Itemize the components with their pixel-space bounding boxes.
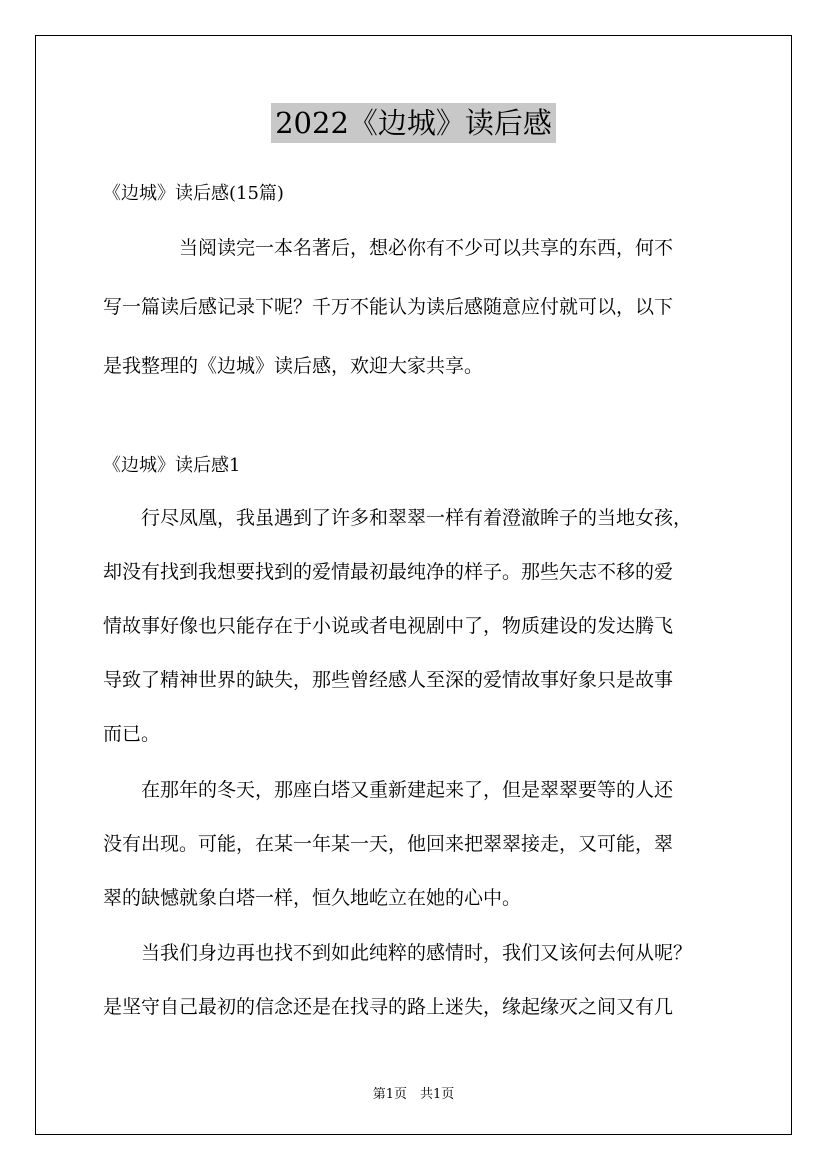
intro-line: 是我整理的《边城》读后感，欢迎大家共享。 (103, 355, 484, 377)
paragraph-line: 却没有找到我想要找到的爱情最初最纯净的样子。那些矢志不移的爱 (103, 561, 674, 583)
intro-paragraph (103, 233, 728, 410)
paragraph-line: 而已。 (103, 723, 161, 745)
intro-line: 当阅读完一本名著后，想必你有不少可以共享的东西，何不 (103, 237, 674, 259)
paragraph-line: 情故事好像也只能存在于小说或者电视剧中了，物质建设的发达腾飞 (103, 615, 674, 637)
intro-line: 写一篇读后感记录下呢？千万不能认为读后感随意应付就可以，以下 (103, 296, 674, 318)
title-container (0, 103, 827, 143)
paragraph-line: 在那年的冬天，那座白塔又重新建起来了，但是翠翠要等的人还 (103, 779, 674, 801)
paragraph-1 (103, 503, 728, 773)
section-heading: 《边城》读后感1 (103, 455, 241, 476)
paragraph-3 (103, 938, 728, 1046)
paragraph-line: 翠的缺憾就象白塔一样，恒久地屹立在她的心中。 (103, 887, 522, 909)
document-subtitle: 《边城》读后感(15篇) (103, 183, 284, 204)
paragraph-2 (103, 775, 728, 937)
paragraph-line: 导致了精神世界的缺失，那些曾经感人至深的爱情故事好象只是故事 (103, 669, 674, 691)
paragraph-line: 没有出现。可能，在某一年某一天，他回来把翠翠接走，又可能，翠 (103, 833, 674, 855)
paragraph-line: 当我们身边再也找不到如此纯粹的感情时，我们又该何去何从呢？ (103, 942, 693, 964)
paragraph-line: 是坚守自己最初的信念还是在找寻的路上迷失，缘起缘灭之间又有几 (103, 996, 674, 1018)
document-title: 2022《边城》读后感 (271, 103, 556, 143)
page-footer: 第1页 共1页 (372, 1087, 455, 1102)
paragraph-line: 行尽凤凰，我虽遇到了许多和翠翠一样有着澄澈眸子的当地女孩， (103, 507, 693, 529)
